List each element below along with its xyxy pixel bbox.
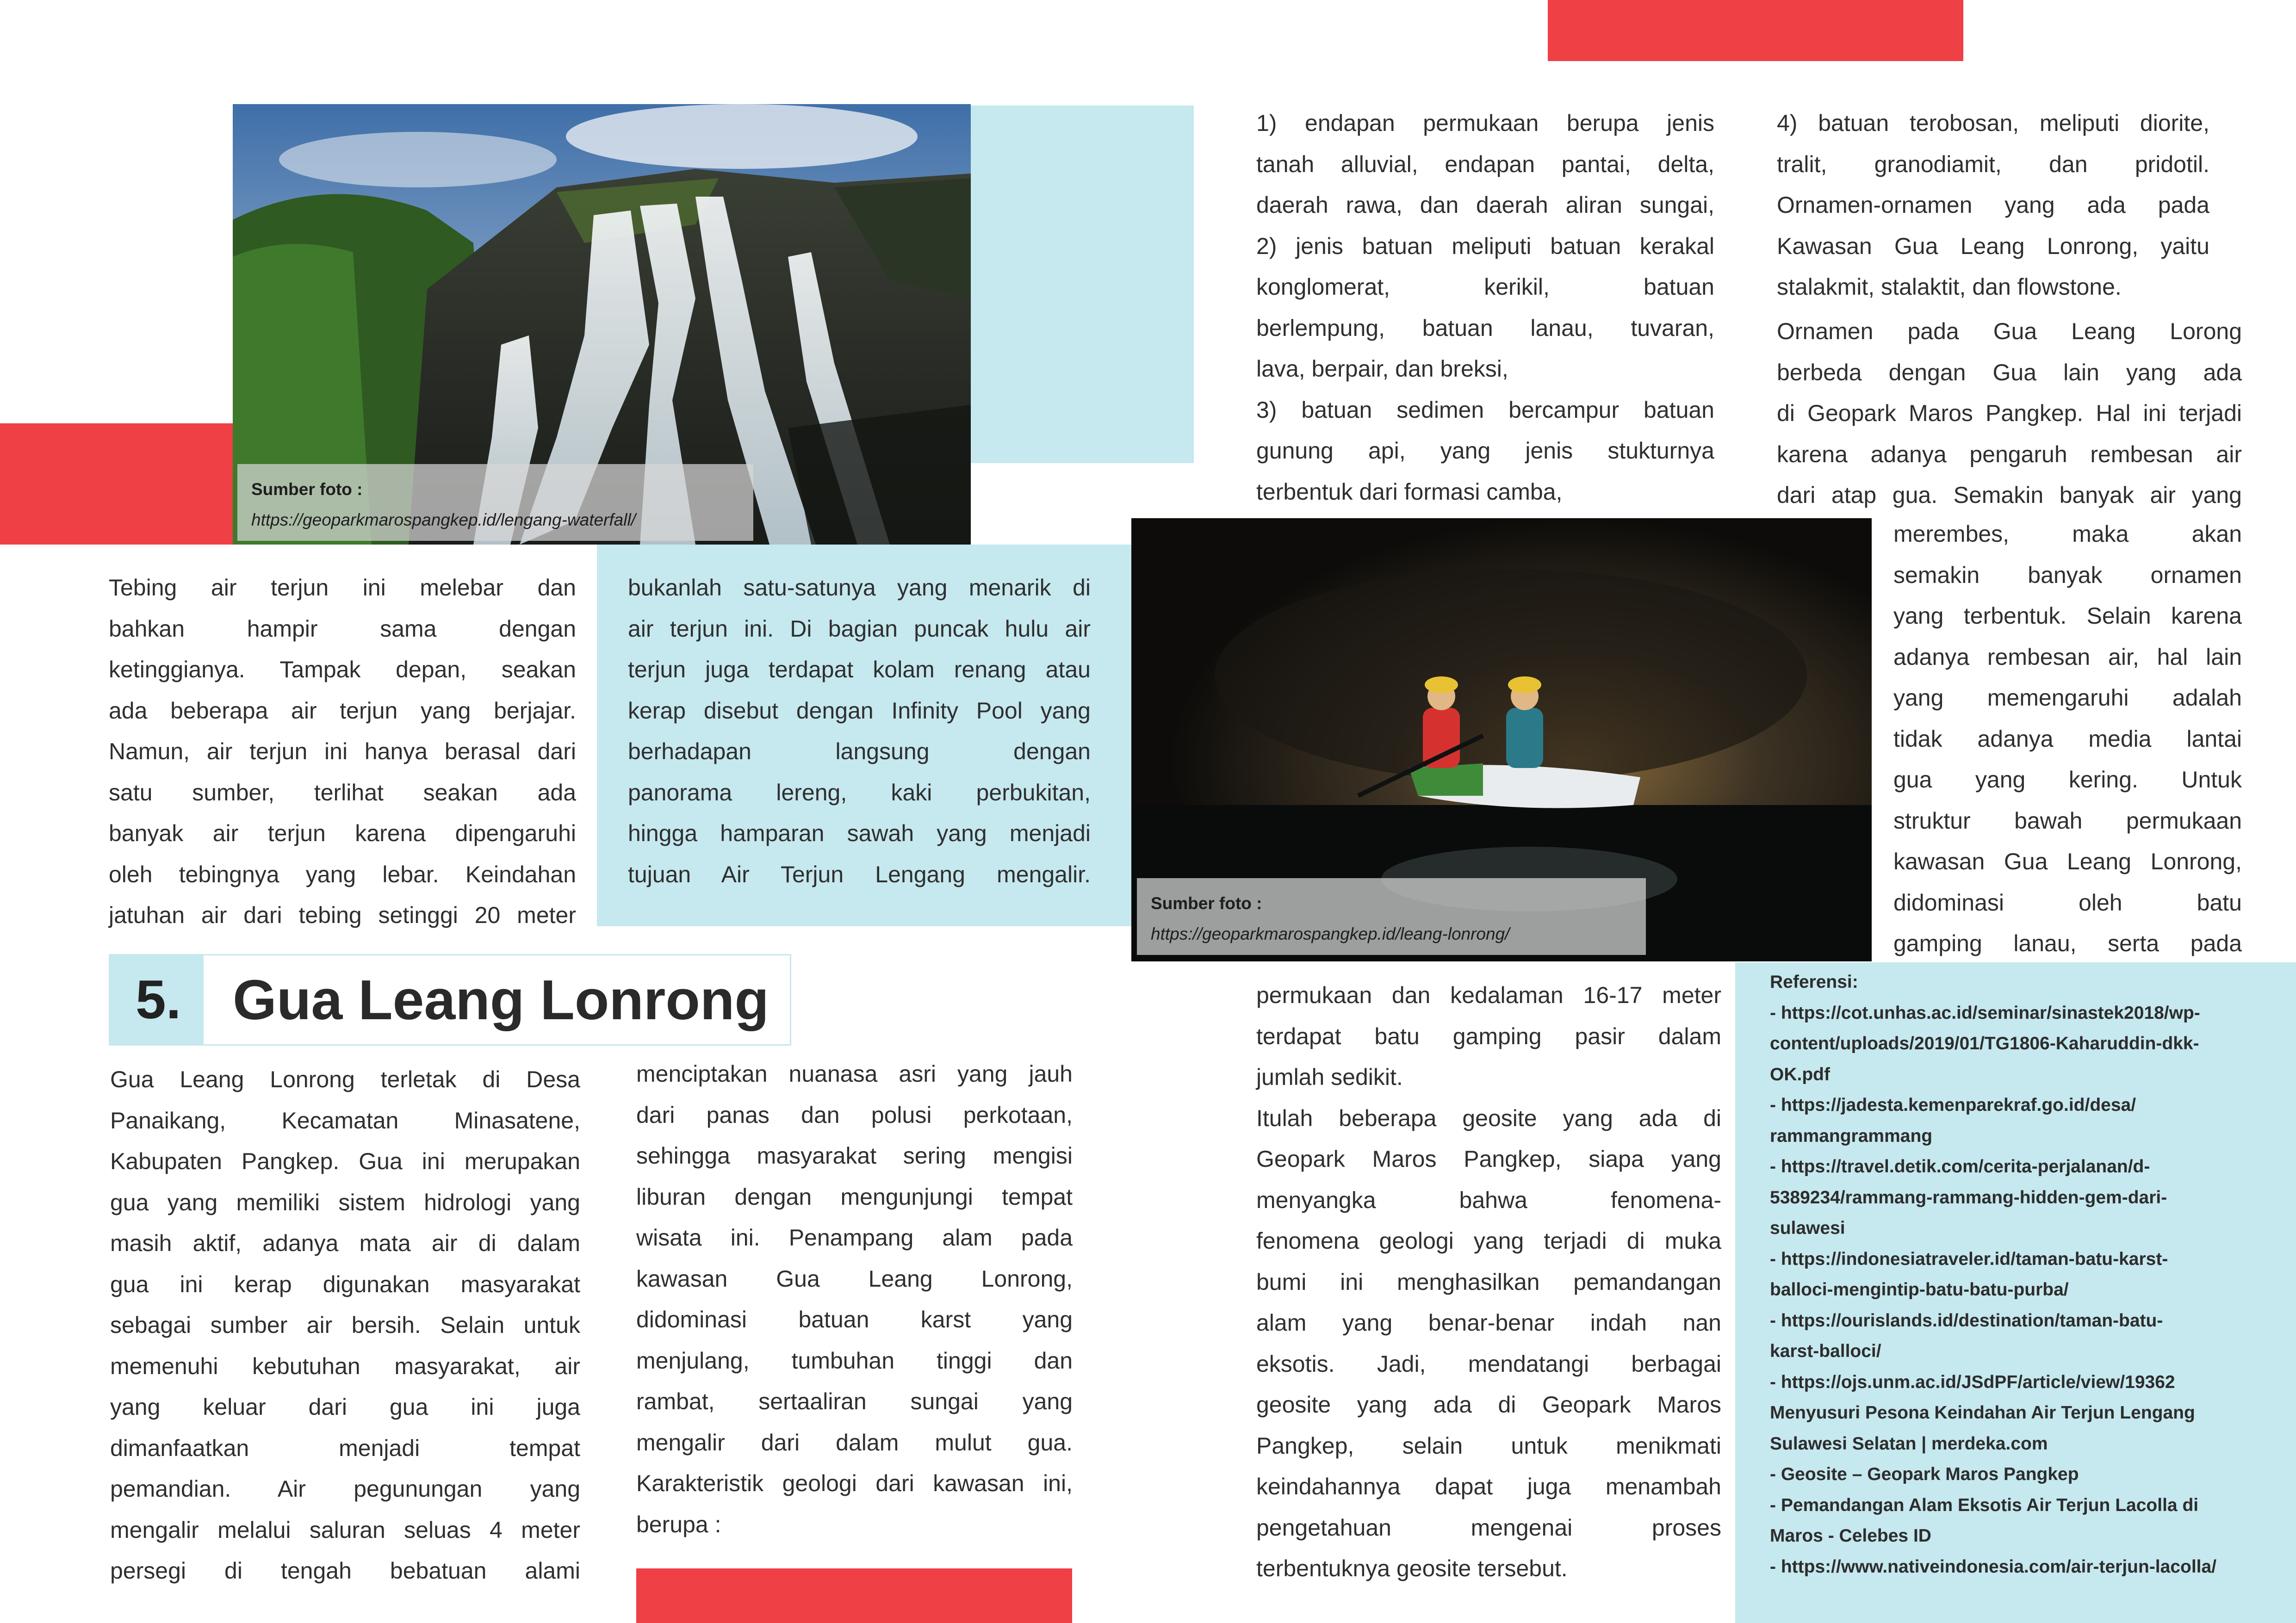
paragraph-line: kawasan Gua Leang Lonrong, bbox=[636, 1265, 1073, 1292]
paragraph-line: ada beberapa air terjun yang berjajar. bbox=[109, 697, 576, 724]
paragraph-line: Pangkep, selain untuk menikmati bbox=[1256, 1432, 1721, 1459]
paragraph-line: terdapat batu gamping pasir dalam bbox=[1256, 1023, 1721, 1049]
paragraph-line: dari panas dan polusi perkotaan, bbox=[636, 1102, 1073, 1128]
paragraph-line: satu sumber, terlihat seakan ada bbox=[109, 779, 576, 805]
paragraph-line: merembes, maka akan bbox=[1893, 521, 2242, 547]
paragraph-line: konglomerat, kerikil, batuan bbox=[1256, 274, 1714, 300]
paragraph-line: banyak air terjun karena dipengaruhi bbox=[109, 820, 576, 846]
paragraph-line: gua yang memiliki sistem hidrologi yang bbox=[110, 1189, 580, 1215]
paragraph-line: berhadapan langsung dengan bbox=[628, 738, 1091, 764]
paragraph-line: berbeda dengan Gua lain yang ada bbox=[1777, 359, 2242, 385]
cave-photo bbox=[1131, 518, 1872, 961]
paragraph-line: terbentuk dari formasi camba, bbox=[1256, 478, 1563, 505]
caption-url: https://geoparkmarospangkep.id/leang-lonrong/ bbox=[1151, 924, 1510, 943]
paragraph-line: Gua Leang Lonrong terletak di Desa bbox=[110, 1066, 580, 1092]
paragraph-line: tanah alluvial, endapan pantai, delta, bbox=[1256, 151, 1714, 177]
paragraph-line: eksotis. Jadi, mendatangi berbagai bbox=[1256, 1350, 1721, 1377]
paragraph-line: persegi di tengah bebatuan alami bbox=[110, 1558, 580, 1584]
paragraph-line: kawasan Gua Leang Lonrong, bbox=[1893, 849, 2242, 874]
paragraph-line: Namun, air terjun ini hanya berasal dari bbox=[109, 738, 576, 764]
paragraph-line: pengetahuan mengenai proses bbox=[1256, 1514, 1721, 1541]
paragraph-line: yang terbentuk. Selain karena bbox=[1893, 603, 2242, 629]
paragraph-line: semakin banyak ornamen bbox=[1893, 562, 2242, 588]
paragraph-line: sehingga masyarakat sering mengisi bbox=[636, 1143, 1073, 1169]
paragraph-line: berupa : bbox=[636, 1511, 721, 1537]
paragraph-line: Tebing air terjun ini melebar dan bbox=[109, 575, 576, 601]
waterfall-photo bbox=[233, 104, 971, 545]
paragraph-line: terbentuknya geosite tersebut. bbox=[1256, 1555, 1568, 1581]
waterfall-text-col2 bbox=[628, 567, 1091, 895]
reference-line[interactable]: - https://indonesiatraveler.id/taman-batu-karst- bbox=[1770, 1249, 2168, 1269]
cave-text-col3-bottom bbox=[1256, 975, 1721, 1589]
cave-text-col2 bbox=[636, 1053, 1073, 1545]
paragraph-line: fenomena geologi yang terjadi di muka bbox=[1256, 1228, 1721, 1254]
reference-line[interactable]: - https://travel.detik.com/cerita-perjalanan/d- bbox=[1770, 1157, 2150, 1177]
section-title: Gua Leang Lonrong bbox=[233, 968, 769, 1031]
paragraph-line: berlempung, batuan lanau, tuvaran, bbox=[1256, 315, 1714, 341]
paragraph-line: Ornamen-ornamen yang ada pada bbox=[1777, 192, 2209, 218]
reference-line: Menyusuri Pesona Keindahan Air Terjun Lengang bbox=[1770, 1403, 2195, 1423]
paragraph-line: keindahannya dapat juga menambah bbox=[1256, 1474, 1721, 1499]
paragraph-line: karena adanya pengaruh rembesan air bbox=[1777, 441, 2242, 467]
paragraph-line: pemandian. Air pegunungan yang bbox=[110, 1476, 580, 1502]
paragraph-line: alam yang benar-benar indah nan bbox=[1256, 1310, 1721, 1336]
caption-label: Sumber foto : bbox=[1151, 894, 1262, 913]
paragraph-line: didominasi batuan karst yang bbox=[636, 1307, 1073, 1332]
reference-line[interactable]: karst-balloci/ bbox=[1770, 1341, 1881, 1361]
caption-label: Sumber foto : bbox=[251, 480, 363, 499]
paragraph-line: memenuhi kebutuhan masyarakat, air bbox=[110, 1353, 580, 1379]
paragraph-line: tralit, granodiamit, dan pridotil. bbox=[1777, 151, 2209, 177]
paragraph-line: masih aktif, adanya mata air di dalam bbox=[110, 1230, 580, 1256]
waterfall-photo-caption bbox=[237, 464, 753, 541]
references-heading: Referensi: bbox=[1770, 972, 1858, 992]
paragraph-line: dimanfaatkan menjadi tempat bbox=[110, 1435, 580, 1461]
paragraph-line: di Geopark Maros Pangkep. Hal ini terjadi bbox=[1777, 400, 2242, 426]
paragraph-line: dari atap gua. Semakin banyak air yang bbox=[1777, 482, 2242, 508]
paragraph-line: yang keluar dari gua ini juga bbox=[110, 1394, 580, 1420]
paragraph-line: air terjun ini. Di bagian puncak hulu air bbox=[628, 615, 1091, 642]
cave-text-col4-wrap bbox=[1893, 514, 2242, 964]
paragraph-line: gua yang kering. Untuk bbox=[1893, 767, 2242, 793]
paragraph-line: menjulang, tumbuhan tinggi dan bbox=[636, 1347, 1073, 1374]
reference-line[interactable]: rammangrammang bbox=[1770, 1126, 1933, 1146]
paragraph-line: 2) jenis batuan meliputi batuan kerakal bbox=[1256, 233, 1714, 259]
paragraph-line: rambat, sertaaliran sungai yang bbox=[636, 1388, 1073, 1414]
cave-text-col4-mid bbox=[1777, 311, 2242, 516]
section-number: 5. bbox=[136, 969, 181, 1030]
paragraph-line: 1) endapan permukaan berupa jenis bbox=[1256, 110, 1714, 136]
reference-line[interactable]: content/uploads/2019/01/TG1806-Kaharuddin-dkk- bbox=[1770, 1034, 2199, 1053]
paragraph-line: 4) batuan terobosan, meliputi diorite, bbox=[1777, 110, 2209, 136]
paragraph-line: bumi ini menghasilkan pemandangan bbox=[1256, 1269, 1721, 1295]
references bbox=[1770, 967, 2284, 1582]
paragraph-line: panorama lereng, kaki perbukitan, bbox=[628, 779, 1091, 805]
paragraph-line: 3) batuan sedimen bercampur batuan bbox=[1256, 396, 1714, 423]
reference-line[interactable]: - https://jadesta.kemenparekraf.go.id/desa/ bbox=[1770, 1095, 2136, 1115]
paragraph-line: hingga hamparan sawah yang menjadi bbox=[628, 820, 1091, 846]
paragraph-line: Panaikang, Kecamatan Minasatene, bbox=[110, 1107, 580, 1134]
paragraph-line: tidak adanya media lantai bbox=[1893, 725, 2242, 752]
paragraph-line: bukanlah satu-satunya yang menarik di bbox=[628, 575, 1091, 601]
cave-photo-caption bbox=[1137, 878, 1646, 955]
paragraph-line: menyangka bahwa fenomena- bbox=[1256, 1187, 1721, 1213]
paragraph-line: mengalir dari dalam mulut gua. bbox=[636, 1429, 1073, 1456]
paragraph-line: mengalir melalui saluran seluas 4 meter bbox=[110, 1517, 580, 1543]
paragraph-line: Geopark Maros Pangkep, siapa yang bbox=[1256, 1146, 1721, 1172]
reference-line[interactable]: balloci-mengintip-batu-batu-purba/ bbox=[1770, 1280, 2069, 1300]
reference-line[interactable]: OK.pdf bbox=[1770, 1064, 1830, 1084]
reference-line[interactable]: - https://cot.unhas.ac.id/seminar/sinastek2018/wp- bbox=[1770, 1003, 2200, 1023]
paragraph-line: sebagai sumber air bersih. Selain untuk bbox=[110, 1312, 580, 1338]
cave-text-col4-top bbox=[1777, 103, 2209, 308]
waterfall-text-col1 bbox=[109, 567, 576, 936]
paragraph-line: gunung api, yang jenis stukturnya bbox=[1256, 438, 1714, 464]
paragraph-line: adanya rembesan air, hal lain bbox=[1893, 644, 2242, 670]
paragraph-line: wisata ini. Penampang alam pada bbox=[636, 1225, 1073, 1251]
paragraph-line: stalakmit, stalaktit, dan flowstone. bbox=[1777, 274, 2122, 300]
reference-line: - Pemandangan Alam Eksotis Air Terjun Lacolla di bbox=[1770, 1495, 2199, 1515]
section-heading bbox=[109, 954, 791, 1046]
paragraph-line: permukaan dan kedalaman 16-17 meter bbox=[1256, 982, 1721, 1008]
paragraph-line: didominasi oleh batu bbox=[1893, 889, 2242, 916]
paragraph-line: lava, berpair, dan breksi, bbox=[1256, 356, 1508, 382]
cave-text-col1 bbox=[110, 1059, 580, 1592]
paragraph-line: jumlah sedikit. bbox=[1256, 1064, 1403, 1090]
paragraph-line: oleh tebingnya yang lebar. Keindahan bbox=[109, 861, 576, 887]
paragraph-line: bahkan hampir sama dengan bbox=[109, 615, 576, 642]
reference-line[interactable]: 5389234/rammang-rammang-hidden-gem-dari- bbox=[1770, 1187, 2167, 1208]
cave-text-col3-top bbox=[1256, 103, 1714, 512]
red-block-left bbox=[0, 423, 236, 545]
paragraph-line: menciptakan nuanasa asri yang jauh bbox=[636, 1061, 1073, 1087]
paragraph-line: Kabupaten Pangkep. Gua ini merupakan bbox=[110, 1148, 580, 1174]
paragraph-line: kerap disebut dengan Infinity Pool yang bbox=[628, 697, 1091, 724]
reference-line[interactable]: - https://ourislands.id/destination/taman-batu- bbox=[1770, 1310, 2163, 1331]
paragraph-line: yang memengaruhi adalah bbox=[1893, 685, 2242, 711]
paragraph-line: gamping lanau, serta pada bbox=[1893, 930, 2242, 956]
reference-line: Maros - Celebes ID bbox=[1770, 1526, 1931, 1546]
paragraph-line: Karakteristik geologi dari kawasan ini, bbox=[636, 1470, 1073, 1496]
reference-line[interactable]: sulawesi bbox=[1770, 1218, 1845, 1238]
paragraph-line: Ornamen pada Gua Leang Lorong bbox=[1777, 318, 2242, 344]
paragraph-line: Kawasan Gua Leang Lonrong, yaitu bbox=[1777, 233, 2209, 259]
reference-line: - Geosite – Geopark Maros Pangkep bbox=[1770, 1464, 2079, 1484]
paragraph-line: ketinggianya. Tampak depan, seakan bbox=[109, 657, 576, 682]
paragraph-line: struktur bawah permukaan bbox=[1893, 807, 2242, 834]
reference-line[interactable]: - https://www.nativeindonesia.com/air-terjun-lacolla/ bbox=[1770, 1556, 2217, 1577]
caption-url: https://geoparkmarospangkep.id/lengang-waterfall/ bbox=[251, 510, 636, 529]
red-block-top-right bbox=[1548, 0, 1963, 61]
reference-line: Sulawesi Selatan | merdeka.com bbox=[1770, 1433, 2048, 1454]
paragraph-line: gua ini kerap digunakan masyarakat bbox=[110, 1271, 580, 1297]
paragraph-line: daerah rawa, dan daerah aliran sungai, bbox=[1256, 192, 1714, 218]
paragraph-line: jatuhan air dari tebing setinggi 20 meter bbox=[109, 902, 576, 928]
paragraph-line: geosite yang ada di Geopark Maros bbox=[1256, 1392, 1721, 1418]
paragraph-line: liburan dengan mengunjungi tempat bbox=[636, 1183, 1073, 1210]
paragraph-line: tujuan Air Terjun Lengang mengalir. bbox=[628, 861, 1091, 887]
paragraph-line: Itulah beberapa geosite yang ada di bbox=[1256, 1105, 1721, 1131]
red-block-bottom bbox=[636, 1568, 1072, 1623]
paragraph-line: terjun juga terdapat kolam renang atau bbox=[628, 657, 1091, 682]
reference-line[interactable]: - https://ojs.unm.ac.id/JSdPF/article/view/19362 bbox=[1770, 1372, 2175, 1392]
